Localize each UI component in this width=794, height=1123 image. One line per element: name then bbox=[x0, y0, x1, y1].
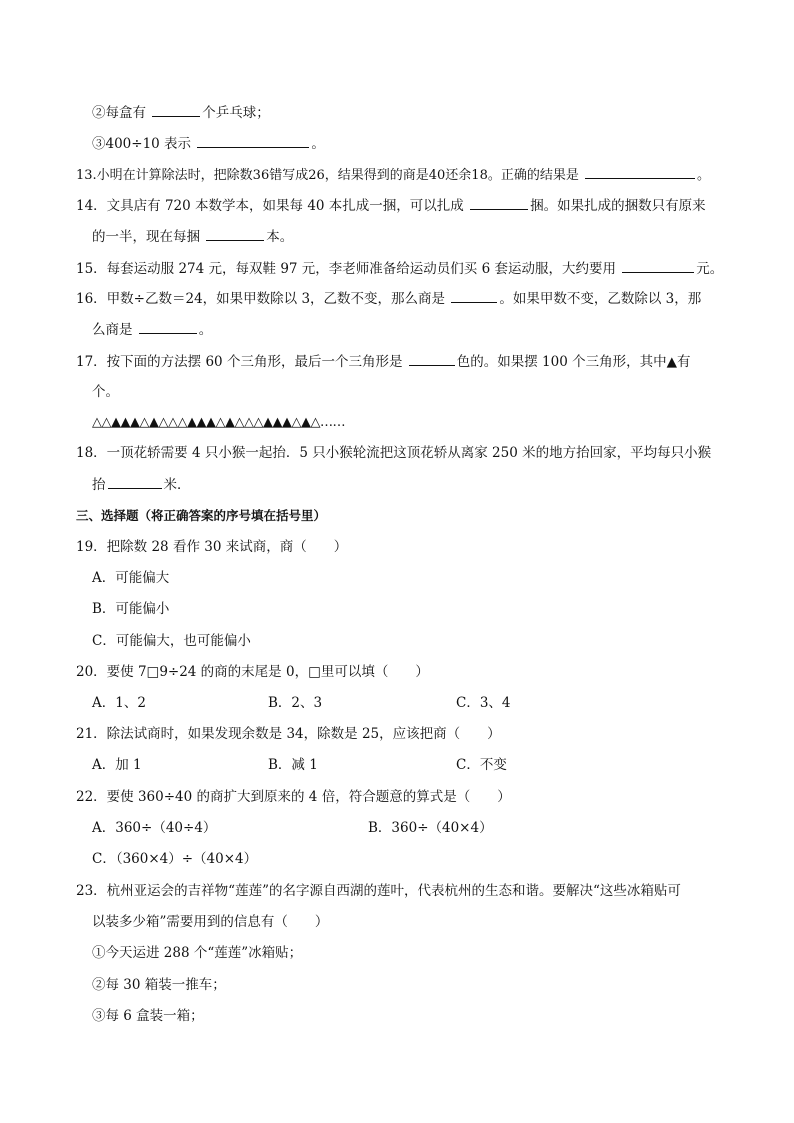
pattern-text: △△▲▲▲△▲△△△▲▲▲△▲△△△▲▲▲△▲△…… bbox=[92, 415, 345, 430]
text: 色的。如果摆 100 个三角形，其中▲有 bbox=[456, 354, 691, 370]
text: 个乒乓球； bbox=[202, 105, 270, 121]
question-text: 22．要使 360÷40 的商扩大到原来的 4 倍，符合题意的算式是（ ） bbox=[76, 789, 511, 805]
option-text: B．可能偏小 bbox=[92, 601, 170, 617]
q20-option-a[interactable] bbox=[92, 693, 146, 713]
option-text: B．360÷（40×4） bbox=[368, 820, 493, 836]
text: 。如果甲数不变，乙数除以 3，那 bbox=[499, 291, 702, 307]
question-text: 17．按下面的方法摆 60 个三角形，最后一个三角形是 bbox=[76, 354, 403, 370]
option-text: C．不变 bbox=[456, 757, 507, 773]
question-14 bbox=[76, 195, 706, 216]
question-23-cont bbox=[92, 912, 328, 932]
text: 米． bbox=[163, 477, 191, 493]
question-text: 15．每套运动服 274 元，每双鞋 97 元，李老师准备给运动员们买 6 套运动服，大约要用 bbox=[76, 261, 616, 277]
q21-option-a[interactable] bbox=[92, 755, 142, 775]
question-17 bbox=[76, 351, 690, 372]
question-20 bbox=[76, 662, 429, 682]
text: ②每盒有 bbox=[92, 105, 146, 121]
question-text: 16．甲数÷乙数＝24，如果甲数除以 3，乙数不变，那么商是 bbox=[76, 291, 446, 307]
q19-option-b[interactable] bbox=[92, 599, 169, 619]
section-heading bbox=[76, 506, 326, 526]
text: 捆。如果扎成的捆数只有原来 bbox=[530, 198, 706, 214]
text: 。 bbox=[696, 168, 710, 183]
q22-option-a[interactable] bbox=[92, 818, 216, 838]
question-17-cont bbox=[92, 382, 119, 402]
q23-info-2 bbox=[92, 975, 226, 995]
answer-blank[interactable] bbox=[409, 351, 455, 366]
question-14-cont bbox=[92, 226, 293, 247]
answer-blank[interactable] bbox=[585, 164, 695, 179]
question-19 bbox=[76, 537, 347, 557]
answer-blank[interactable] bbox=[206, 226, 264, 241]
q20-option-b[interactable] bbox=[268, 693, 322, 713]
answer-blank[interactable] bbox=[139, 319, 197, 334]
q12-line-3 bbox=[92, 133, 325, 154]
option-text: A．1、2 bbox=[92, 695, 146, 711]
question-text: 23．杭州亚运会的吉祥物“莲莲”的名字源自西湖的莲叶，代表杭州的生态和谐。要解决“这些冰箱贴可 bbox=[76, 883, 681, 899]
option-text: A．可能偏大 bbox=[92, 570, 170, 586]
q22-option-c[interactable] bbox=[92, 849, 257, 869]
question-text: 18．一顶花轿需要 4 只小猴一起抬．5 只小猴轮流把这顶花轿从离家 250 米的地方抬回家，平均每只小猴 bbox=[76, 445, 712, 461]
option-text: C．（360×4）÷（40×4） bbox=[92, 851, 258, 867]
question-text: 20．要使 7□9÷24 的商的末尾是 0，□里可以填（ ） bbox=[76, 664, 429, 680]
info-text: ①今天运进 288 个“莲莲”冰箱贴； bbox=[92, 945, 303, 961]
question-text: 14．文具店有 720 本数学本，如果每 40 本扎成一捆，可以扎成 bbox=[76, 198, 464, 214]
text: 以装多少箱”需要用到的信息有（ ） bbox=[92, 914, 329, 930]
q21-option-c[interactable] bbox=[456, 755, 507, 775]
text: 的一半，现在每捆 bbox=[92, 229, 200, 245]
question-21 bbox=[76, 724, 501, 744]
question-15 bbox=[76, 258, 723, 279]
question-text: 21．除法试商时，如果发现余数是 34，除数是 25，应该把商（ ） bbox=[76, 726, 501, 742]
question-text: 19．把除数 28 看作 30 来试商，商（ ） bbox=[76, 539, 348, 555]
text: 本。 bbox=[266, 229, 294, 245]
q23-info-1 bbox=[92, 943, 302, 963]
option-text: B．减 1 bbox=[268, 757, 318, 773]
q23-info-3 bbox=[92, 1006, 204, 1026]
option-text: A．360÷（40÷4） bbox=[92, 820, 217, 836]
section-title: 三、选择题（将正确答案的序号填在括号里） bbox=[76, 508, 327, 523]
question-22 bbox=[76, 787, 511, 807]
text: 。 bbox=[311, 136, 325, 152]
answer-blank[interactable] bbox=[197, 133, 309, 148]
q21-option-b[interactable] bbox=[268, 755, 318, 775]
answer-blank[interactable] bbox=[108, 474, 162, 489]
answer-blank[interactable] bbox=[451, 288, 497, 303]
q19-option-a[interactable] bbox=[92, 568, 169, 588]
question-16 bbox=[76, 288, 701, 309]
q12-line-2 bbox=[92, 102, 270, 123]
text: ③400÷10 表示 bbox=[92, 136, 192, 152]
info-text: ②每 30 箱装一推车； bbox=[92, 977, 226, 993]
option-text: C．可能偏大，也可能偏小 bbox=[92, 633, 251, 649]
answer-blank[interactable] bbox=[152, 102, 200, 117]
question-text: 13.小明在计算除法时，把除数36错写成26，结果得到的商是40还余18。正确的结果是 bbox=[76, 168, 579, 183]
option-text: B．2、3 bbox=[268, 695, 323, 711]
question-18 bbox=[76, 443, 711, 463]
question-13 bbox=[76, 164, 710, 186]
text: 么商是 bbox=[92, 322, 133, 338]
question-23 bbox=[76, 881, 681, 901]
option-text: A．加 1 bbox=[92, 757, 142, 773]
text: 。 bbox=[198, 322, 213, 338]
question-16-cont bbox=[92, 319, 212, 340]
question-18-cont bbox=[92, 474, 191, 495]
triangle-pattern bbox=[92, 413, 345, 433]
text: 抬 bbox=[92, 477, 106, 493]
answer-blank[interactable] bbox=[622, 258, 694, 273]
q19-option-c[interactable] bbox=[92, 631, 251, 651]
text: 个。 bbox=[92, 384, 119, 400]
q22-option-b[interactable] bbox=[368, 818, 493, 838]
option-text: C．3、4 bbox=[456, 695, 511, 711]
q20-option-c[interactable] bbox=[456, 693, 511, 713]
text: 元。 bbox=[696, 261, 724, 277]
info-text: ③每 6 盒装一箱； bbox=[92, 1008, 204, 1024]
answer-blank[interactable] bbox=[470, 195, 528, 210]
